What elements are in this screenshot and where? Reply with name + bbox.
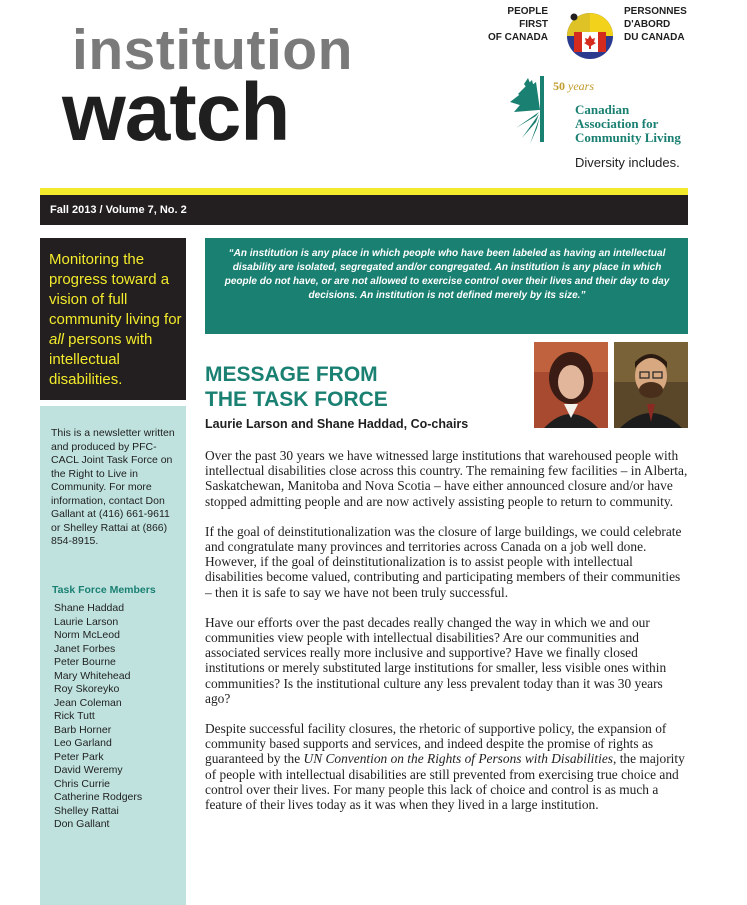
cacl-name-line: Canadian: [575, 102, 630, 117]
cacl-name: [575, 103, 681, 145]
sidebar-intro: This is a newsletter written and produced by PFC-CACL Joint Task Force on the Right to Live in Community. For more information, contact Don Gallant at (416) 661-9611 or Shelley Rattai at (866) 854-8915.: [51, 427, 175, 547]
issue-info: Fall 2013 / Volume 7, No. 2: [50, 204, 187, 216]
member-item: David Weremy: [54, 764, 123, 776]
member-item: Laurie Larson: [54, 615, 119, 628]
member-item: Norm McLeod: [54, 629, 120, 641]
member-item: Shelley Rattai: [54, 804, 119, 817]
member-item: Catherine Rodgers: [54, 791, 143, 803]
pfc-logo-icon: [564, 8, 616, 60]
sidebar-mission-text: [49, 250, 183, 390]
member-item: Barb Horner: [54, 723, 112, 736]
masthead-title-line1: institution: [72, 18, 353, 82]
article-text-span: , the majority of people with intellectual disabilities are still prevented from exercising true choice and control over their lives. For many people this lack of choice and control is as much a feature of their lives today as it was when they lived in a large institution.: [205, 751, 685, 813]
cacl-50-years: [553, 79, 594, 94]
pfc-fr-line: DU CANADA: [624, 32, 685, 43]
photo-shane-haddad: [614, 342, 688, 428]
masthead-title-line2: watch: [62, 67, 290, 158]
article-paragraph: If the goal of deinstitutionalization was the closure of large buildings, we could celebrate and congratulate many provinces and territories across Canada on a job well done. However, if the goal of deinstitutionalization is to assist people with intellectual disabilities become valued, contributing and participating members of their communities – then it is safe to say we have not been truly successful.: [205, 523, 682, 600]
member-item: Rick Tutt: [54, 710, 95, 722]
pfc-en-line: PEOPLE: [507, 6, 548, 17]
pfc-logo-text-en: [470, 5, 548, 44]
pfc-en-line: FIRST: [519, 19, 548, 30]
cacl-tagline: Diversity includes.: [575, 155, 680, 170]
pfc-fr-line: D'ABORD: [624, 19, 671, 30]
member-item: Mary Whitehead: [54, 669, 131, 682]
member-item: Janet Forbes: [54, 642, 116, 655]
cacl-name-line: Association for: [575, 116, 659, 131]
mission-text-emphasis: all: [49, 331, 65, 348]
article-paragraph: Over the past 30 years we have witnessed large institutions that warehoused people with intellectual disabilities close across this country. The remaining few facilities – in Alberta, Saskatchewan, Manitoba and Nova Scotia – have either announced closure and/or have stopped admitting people and are now actively assisting people to return to community.: [205, 448, 688, 509]
article-heading: [205, 362, 388, 412]
cacl-years-word: years: [568, 79, 594, 93]
article-body: [205, 448, 689, 827]
pfc-logo-text-fr: [624, 5, 734, 44]
cacl-years-number: 50: [553, 79, 565, 93]
members-heading: Task Force Members: [52, 584, 156, 596]
pfc-fr-line: PERSONNES: [624, 6, 687, 17]
pfc-en-line: OF CANADA: [488, 32, 548, 43]
members-list: [54, 602, 142, 832]
member-item: Don Gallant: [54, 818, 110, 830]
member-item: Peter Park: [54, 750, 104, 763]
article-heading-line: THE TASK FORCE: [205, 388, 388, 411]
mission-text-part: persons with intellectual disabilities.: [49, 331, 153, 388]
un-convention-title: UN Convention on the Rights of Persons with Disabilities: [303, 751, 614, 767]
member-item: Chris Currie: [54, 777, 111, 790]
mission-text-part: Monitoring the progress toward a vision of full community living for: [49, 251, 182, 328]
member-item: Jean Coleman: [54, 696, 122, 709]
cacl-name-line: Community Living: [575, 130, 681, 145]
member-item: Shane Haddad: [54, 602, 125, 614]
article-heading-line: MESSAGE FROM: [205, 363, 378, 386]
member-item: Peter Bourne: [54, 656, 116, 668]
article-paragraph: Have our efforts over the past decades really changed the way in which we and our communities view people with intellectual disabilities? Are our communities and associated services really more inclusive and supportive? Have we finally closed institutions or merely substituted large institutions for smaller, less visible ones within communities? Is the institutional culture any less prevalent today than it was 30 years ago?: [205, 614, 667, 706]
member-item: Leo Garland: [54, 737, 112, 749]
member-item: Roy Skoreyko: [54, 683, 120, 695]
article-byline: Laurie Larson and Shane Haddad, Co-chairs: [205, 417, 469, 431]
yellow-rule: [40, 188, 688, 195]
article-text-span: Despite successful facility closures, the rhetoric of supportive policy, the expansion of community based supports and services, and indeed despite the promise of rights as guaranteed by the: [205, 721, 667, 767]
article-paragraph: [205, 721, 689, 812]
definition-quote: “An institution is any place in which people who have been labeled as having an intellectual disability are isolated, segregated and/or congregated. An institution is any place in which people do not have, or are not allowed to exercise control over their lives and their day to day decisions. An institution is not defined merely by its size.”: [224, 248, 670, 301]
photo-laurie-larson: [534, 342, 608, 428]
